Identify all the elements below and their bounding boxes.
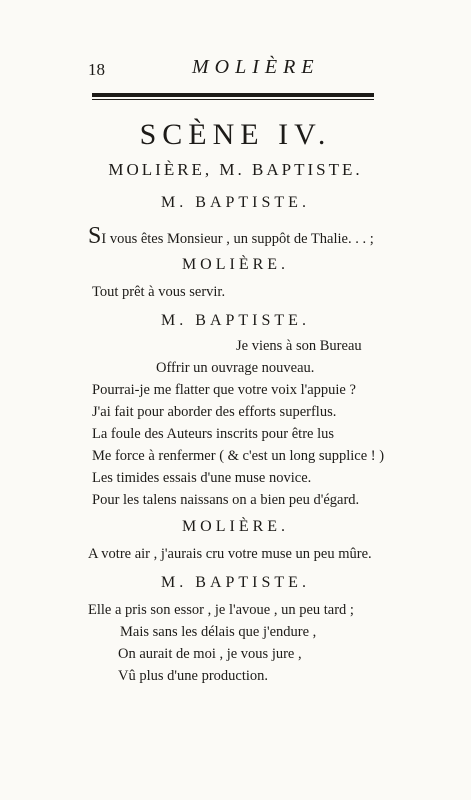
verse-line: Pour les talens naissans on a bien peu d'égard. [92, 492, 360, 508]
verse-line: A votre air , j'aurais cru votre muse un peu mûre. [88, 546, 372, 562]
running-head [0, 56, 471, 82]
verse-line: J'ai fait pour aborder des efforts superflus. [92, 404, 337, 420]
characters-list: MOLIÈRE, M. BAPTISTE. [108, 160, 363, 179]
verse-line: On aurait de moi , je vous jure , [118, 646, 302, 662]
page-number: 18 [88, 60, 105, 79]
speaker-label: M. BAPTISTE. [161, 574, 310, 591]
speaker-label: M. BAPTISTE. [161, 194, 310, 211]
speaker-label: MOLIÈRE. [181, 256, 290, 273]
verse-text: I vous êtes Monsieur , un suppôt de Thalie. . . ; [101, 231, 374, 247]
header-rule-thin [92, 99, 374, 100]
verse-line: Mais sans les délais que j'endure , [120, 624, 317, 640]
verse-line: La foule des Auteurs inscrits pour être lus [92, 426, 335, 442]
header-rule-thick [92, 93, 374, 97]
verse-line: Elle a pris son essor , je l'avoue , un peu tard ; [88, 602, 354, 618]
verse-line: Me force à renfermer ( & c'est un long supplice ! ) [92, 448, 385, 464]
scene-title: SCÈNE IV. [139, 118, 332, 151]
verse-line: Offrir un ouvrage nouveau. [156, 360, 315, 376]
verse-line: Pourrai-je me flatter que votre voix l'appuie ? [92, 382, 356, 398]
drop-cap: S [88, 223, 102, 249]
running-title: MOLIÈRE [192, 56, 320, 78]
verse-line [88, 224, 374, 248]
verse-line: Tout prêt à vous servir. [92, 284, 226, 300]
speaker-label: M. BAPTISTE. [161, 312, 310, 329]
verse-line: Les timides essais d'une muse novice. [92, 470, 312, 486]
verse-line: Je viens à son Bureau [236, 338, 362, 354]
speaker-label: MOLIÈRE. [181, 518, 290, 535]
verse-line: Vû plus d'une production. [118, 668, 269, 684]
